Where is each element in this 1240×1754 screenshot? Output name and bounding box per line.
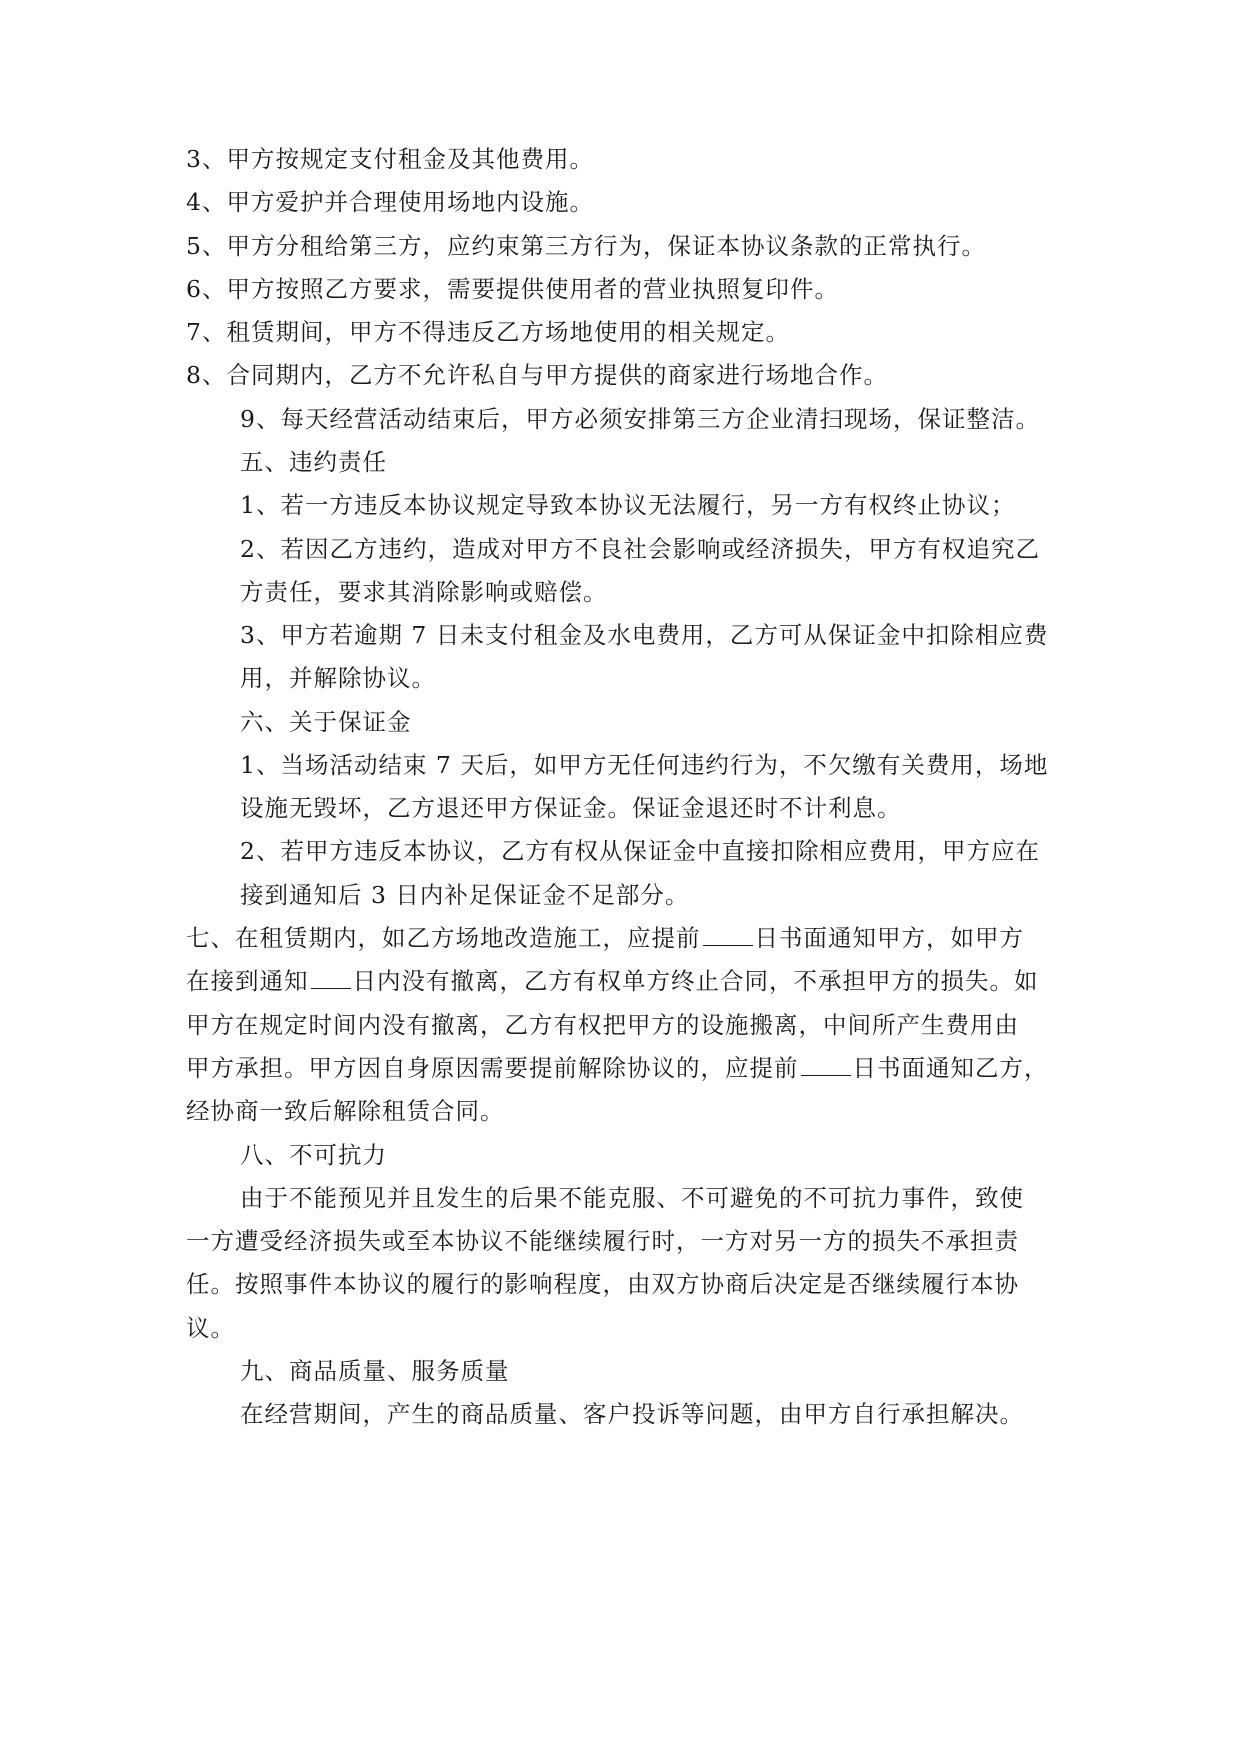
clause-line: 3、甲方若逾期 7 日未支付租金及水电费用，乙方可从保证金中扣除相应费 (240, 621, 1049, 649)
clause-7-line-4 (186, 1052, 1049, 1084)
clause-line: 接到通知后 3 日内补足保证金不足部分。 (240, 881, 690, 909)
clause-line: 1、当场活动结束 7 天后，如甲方无任何违约行为，不欠缴有关费用，场地 (240, 751, 1049, 779)
clause-line: 8、合同期内，乙方不允许私自与甲方提供的商家进行场地合作。 (186, 361, 888, 389)
clause-line: 2、若甲方违反本协议，乙方有权从保证金中直接扣除相应费用，甲方应在 (240, 837, 1040, 865)
clause-line: 设施无毁坏，乙方退还甲方保证金。保证金退还时不计利息。 (240, 794, 902, 822)
clause-line: 任。按照事件本协议的履行的影响程度，由双方协商后决定是否继续履行本协 (186, 1270, 1019, 1298)
clause-text: 甲方承担。甲方因自身原因需要提前解除协议的，应提前 (186, 1054, 799, 1082)
section-heading: 八、不可抗力 (240, 1141, 387, 1169)
section-heading: 五、违约责任 (240, 448, 387, 476)
clause-line: 方责任，要求其消除影响或赔偿。 (240, 578, 608, 606)
clause-line: 7、租赁期间，甲方不得违反乙方场地使用的相关规定。 (186, 318, 790, 346)
clause-text: 日书面通知甲方，如甲方 (754, 924, 1024, 952)
section-heading: 九、商品质量、服务质量 (240, 1357, 510, 1385)
clause-line: 5、甲方分租给第三方，应约束第三方行为，保证本协议条款的正常执行。 (186, 232, 986, 260)
clause-text: 日书面通知乙方， (852, 1054, 1049, 1082)
clause-line: 一方遭受经济损失或至本协议不能继续履行时，一方对另一方的损失不承担责 (186, 1227, 1019, 1255)
clause-7-line-5: 经协商一致后解除租赁合同。 (186, 1097, 505, 1125)
clause-line: 6、甲方按照乙方要求，需要提供使用者的营业执照复印件。 (186, 275, 839, 303)
fill-blank (801, 1055, 851, 1076)
clause-line: 3、甲方按规定支付租金及其他费用。 (186, 145, 594, 173)
clause-line: 4、甲方爱护并合理使用场地内设施。 (186, 188, 594, 216)
clause-7-line-1 (186, 922, 1024, 954)
clause-line: 用，并解除协议。 (240, 664, 436, 692)
clause-7-line-3: 甲方在规定时间内没有撤离，乙方有权把甲方的设施搬离，中间所产生费用由 (186, 1011, 1019, 1039)
clause-text: 在接到通知 (186, 967, 309, 995)
clause-line: 由于不能预见并且发生的后果不能克服、不可避免的不可抗力事件，致使 (240, 1184, 1024, 1212)
clause-line: 2、若因乙方违约，造成对甲方不良社会影响或经济损失，甲方有权追究乙 (240, 535, 1040, 563)
section-heading: 六、关于保证金 (240, 708, 412, 736)
clause-text: 日内没有撤离，乙方有权单方终止合同，不承担甲方的损失。如 (352, 967, 1039, 995)
clause-line: 在经营期间，产生的商品质量、客户投诉等问题，由甲方自行承担解决。 (240, 1400, 1024, 1428)
clause-line: 议。 (186, 1314, 235, 1342)
clause-7-line-2 (186, 965, 1039, 997)
fill-blank (703, 925, 753, 946)
clause-text: 七、在租赁期内，如乙方场地改造施工，应提前 (186, 924, 701, 952)
fill-blank (311, 968, 351, 989)
clause-line: 1、若一方违反本协议规定导致本协议无法履行，另一方有权终止协议； (240, 491, 1016, 519)
clause-line: 9、每天经营活动结束后，甲方必须安排第三方企业清扫现场，保证整洁。 (240, 405, 1040, 433)
